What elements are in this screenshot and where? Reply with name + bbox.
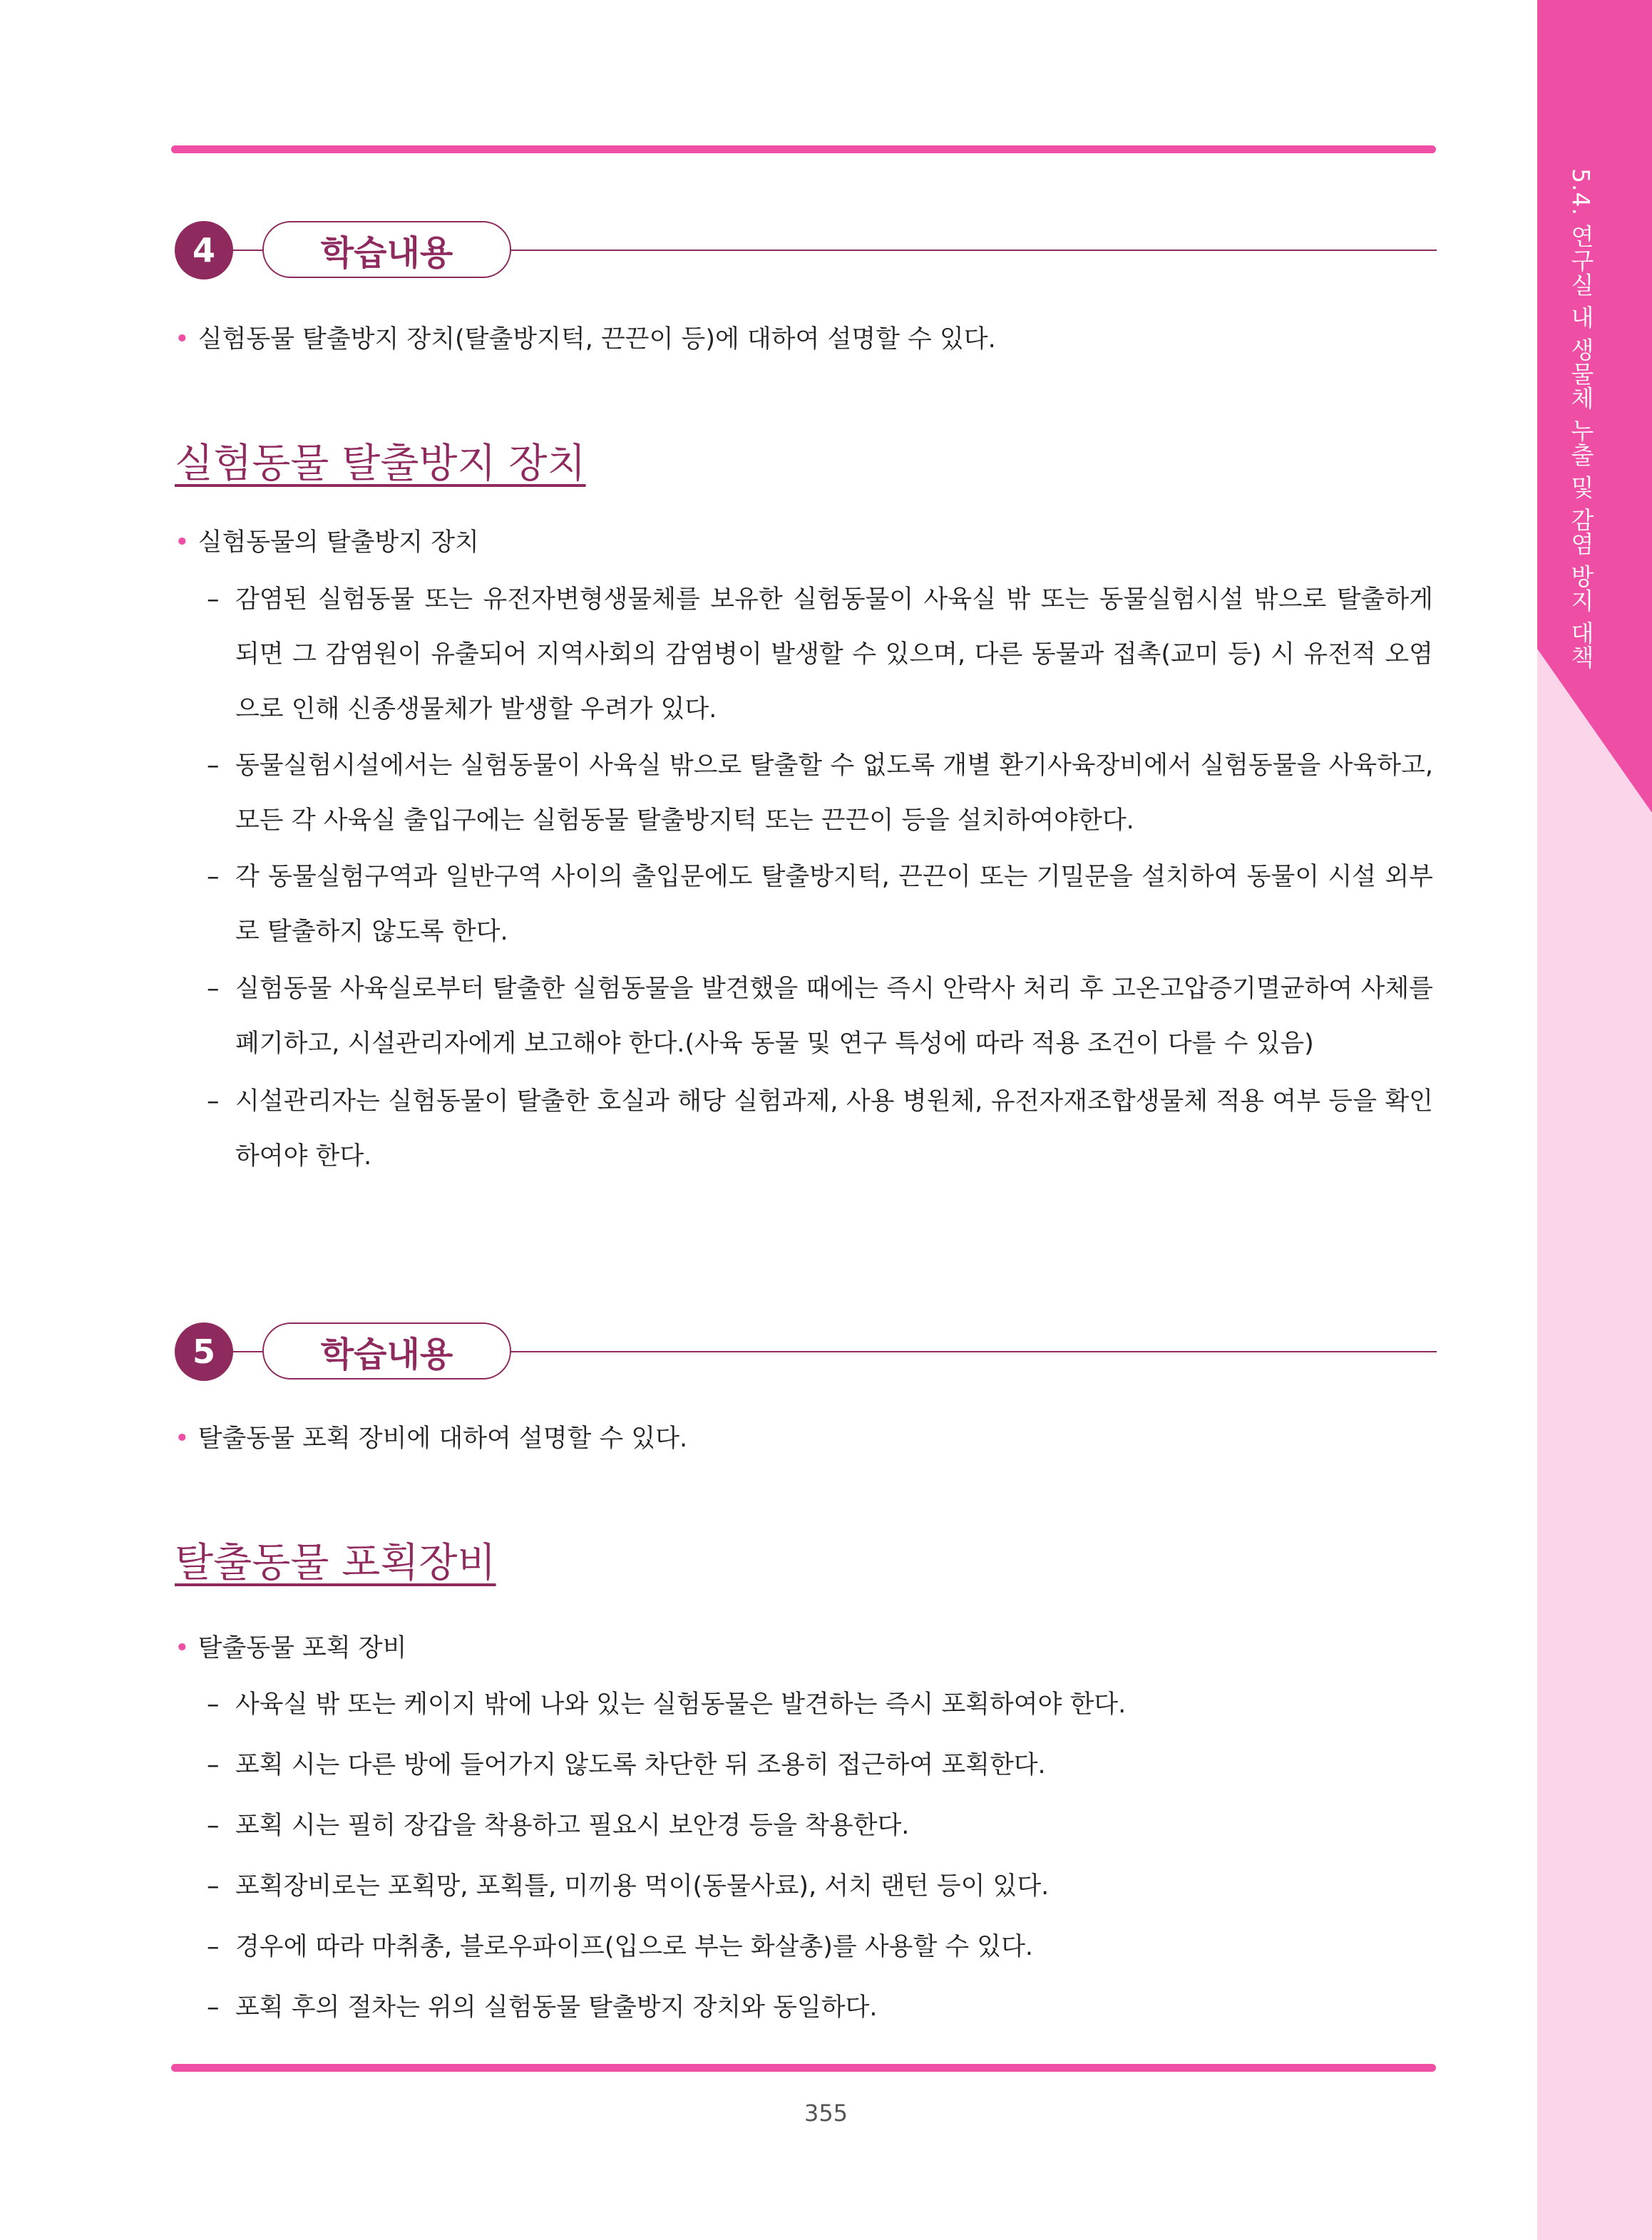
dash-mark: – [207, 1812, 220, 1840]
section-5-item-2 [207, 1738, 1433, 1793]
section-4-objective [175, 319, 996, 355]
section-5-bullet-text: 탈출동물 포획 장비 [197, 1634, 407, 1663]
section-5-item-5-text: 경우에 따라 마취총, 블로우파이프(입으로 부는 화살총)를 사용할 수 있다. [235, 1933, 1034, 1961]
dash-mark: – [207, 863, 220, 891]
section-5-header [175, 1322, 1437, 1381]
section-4-bullet-text: 실험동물의 탈출방지 장치 [197, 528, 479, 557]
section-5-item-4 [207, 1859, 1433, 1914]
section-5-item-3 [207, 1799, 1433, 1854]
bullet-dot: • [175, 1424, 190, 1453]
side-tab-label: 5.4. 연구실 내 생물체 누출 및 감염 방지 대책 [1567, 168, 1595, 669]
section-5-pill: 학습내용 [262, 1322, 511, 1380]
section-4-item-4 [207, 962, 1433, 1072]
page-number: 355 [804, 2100, 848, 2127]
section-4-item-3-text: 각 동물실험구역과 일반구역 사이의 출입문에도 탈출방지턱, 끈끈이 또는 기밀문을 설치하여 동물이 시설 외부로 탈출하지 않도록 한다. [235, 863, 1433, 946]
section-4-item-3 [207, 850, 1433, 960]
section-4-item-1-text: 감염된 실험동물 또는 유전자변형생물체를 보유한 실험동물이 사육실 밖 또는 동물실험시설 밖으로 탈출하게 되면 그 감염원이 유출되어 지역사회의 감염병이 발생할 수 있으며, 다른 동물과 접촉(교미 등) 시 유전적 오염으로 인해 신종생물체가 발생할 우려가 있다. [235, 585, 1433, 724]
section-5-item-2-text: 포획 시는 다른 방에 들어가지 않도록 차단한 뒤 조용히 접근하여 포획한다. [235, 1751, 1046, 1779]
section-4-item-1 [207, 572, 1433, 737]
bullet-dot: • [175, 1634, 190, 1663]
dash-mark: – [207, 975, 220, 1003]
section-4-bullet [175, 523, 479, 558]
dash-mark: – [207, 585, 220, 614]
dash-mark: – [207, 1872, 220, 1901]
dash-mark: – [207, 1087, 220, 1116]
section-5-item-4-text: 포획장비로는 포획망, 포획틀, 미끼용 먹이(동물사료), 서치 랜턴 등이 있다. [235, 1872, 1050, 1901]
bullet-dot: • [175, 528, 190, 557]
section-5-item-1 [207, 1678, 1433, 1732]
section-4-pill: 학습내용 [262, 221, 511, 278]
section-5-bullet [175, 1628, 406, 1664]
section-4-item-5-text: 시설관리자는 실험동물이 탈출한 호실과 해당 실험과제, 사용 병원체, 유전자재조합생물체 적용 여부 등을 확인하여야 한다. [235, 1087, 1433, 1171]
dash-mark: – [207, 1751, 220, 1779]
section-5-heading: 탈출동물 포획장비 [175, 1540, 496, 1586]
section-4-item-5 [207, 1074, 1433, 1184]
top-rule [171, 145, 1436, 153]
section-5-objective-text: 탈출동물 포획 장비에 대하여 설명할 수 있다. [197, 1424, 688, 1453]
section-4-number: 4 [175, 221, 233, 279]
section-5-number: 5 [175, 1322, 233, 1381]
dash-mark: – [207, 1933, 220, 1961]
section-4-item-2 [207, 739, 1433, 848]
dash-mark: – [207, 1993, 220, 2022]
section-4-item-4-text: 실험동물 사육실로부터 탈출한 실험동물을 발견했을 때에는 즉시 안락사 처리 후 고온고압증기멸균하여 사체를 폐기하고, 시설관리자에게 보고해야 한다.(사육 동물 및 연구 특성에 따라 적용 조건이 다를 수 있음) [235, 975, 1433, 1058]
section-5-objective [175, 1419, 687, 1454]
section-5-item-6-text: 포획 후의 절차는 위의 실험동물 탈출방지 장치와 동일하다. [235, 1993, 878, 2022]
dash-mark: – [207, 1690, 220, 1719]
section-5-item-5 [207, 1920, 1433, 1975]
section-5-item-3-text: 포획 시는 필히 장갑을 착용하고 필요시 보안경 등을 착용한다. [235, 1812, 910, 1840]
section-5-item-6 [207, 1980, 1433, 2035]
section-4-header [175, 221, 1437, 279]
bullet-dot: • [175, 325, 190, 354]
section-5-item-1-text: 사육실 밖 또는 케이지 밖에 나와 있는 실험동물은 발견하는 즉시 포획하여야 한다. [235, 1690, 1127, 1719]
dash-mark: – [207, 751, 220, 780]
section-4-heading: 실험동물 탈출방지 장치 [175, 441, 586, 487]
section-4-objective-text: 실험동물 탈출방지 장치(탈출방지턱, 끈끈이 등)에 대하여 설명할 수 있다. [197, 325, 996, 354]
bottom-rule [171, 2064, 1436, 2072]
section-4-item-2-text: 동물실험시설에서는 실험동물이 사육실 밖으로 탈출할 수 없도록 개별 환기사육장비에서 실험동물을 사육하고, 모든 각 사육실 출입구에는 실험동물 탈출방지턱 또는 끈끈이 등을 설치하여야한다. [235, 751, 1433, 835]
